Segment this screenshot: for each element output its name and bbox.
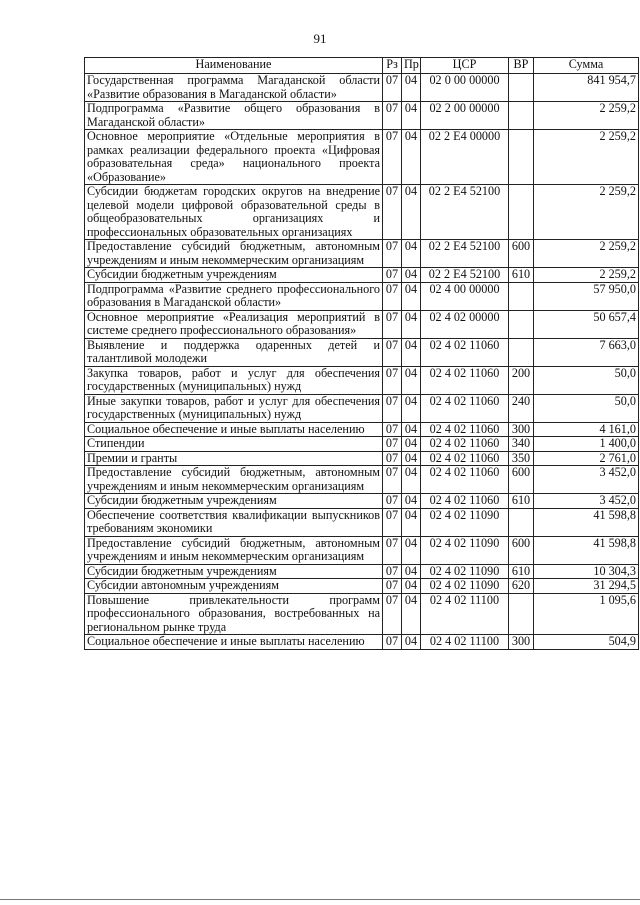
cell-csr: 02 4 02 11060 [421, 437, 509, 452]
table-row [85, 185, 639, 240]
cell-name: Подпрограмма «Развитие общего образования в Магаданской области» [85, 102, 383, 130]
cell-sum: 504,9 [534, 635, 639, 650]
table-row [85, 593, 639, 635]
cell-name: Субсидии бюджетным учреждениям [85, 564, 383, 579]
cell-rz: 07 [383, 422, 402, 437]
cell-vr: 610 [509, 494, 534, 509]
cell-csr: 02 2 E4 00000 [421, 130, 509, 185]
table-row [85, 268, 639, 283]
cell-sum: 2 761,0 [534, 451, 639, 466]
header-vr: ВР [509, 58, 534, 74]
cell-rz: 07 [383, 536, 402, 564]
cell-vr [509, 508, 534, 536]
cell-rz: 07 [383, 102, 402, 130]
cell-sum: 41 598,8 [534, 508, 639, 536]
cell-csr: 02 2 00 00000 [421, 102, 509, 130]
cell-sum: 3 452,0 [534, 466, 639, 494]
cell-rz: 07 [383, 593, 402, 635]
cell-pr: 04 [402, 437, 421, 452]
budget-table [84, 57, 639, 650]
table-row [85, 130, 639, 185]
cell-name: Предоставление субсидий бюджетным, автономным учреждениям и иным некоммерческим организациям [85, 466, 383, 494]
cell-vr [509, 310, 534, 338]
cell-csr: 02 4 02 11090 [421, 508, 509, 536]
cell-vr: 610 [509, 268, 534, 283]
table-row [85, 494, 639, 509]
cell-pr: 04 [402, 593, 421, 635]
table-row [85, 466, 639, 494]
cell-csr: 02 4 02 00000 [421, 310, 509, 338]
cell-sum: 4 161,0 [534, 422, 639, 437]
cell-csr: 02 2 E4 52100 [421, 240, 509, 268]
cell-csr: 02 4 02 11060 [421, 422, 509, 437]
cell-rz: 07 [383, 310, 402, 338]
cell-sum: 10 304,3 [534, 564, 639, 579]
cell-pr: 04 [402, 282, 421, 310]
cell-sum: 841 954,7 [534, 74, 639, 102]
cell-vr [509, 593, 534, 635]
table-row [85, 564, 639, 579]
cell-pr: 04 [402, 185, 421, 240]
cell-csr: 02 2 E4 52100 [421, 268, 509, 283]
cell-sum: 41 598,8 [534, 536, 639, 564]
cell-csr: 02 4 02 11060 [421, 494, 509, 509]
table-body [85, 74, 639, 650]
page-number: 91 [313, 31, 327, 46]
cell-name: Основное мероприятие «Отдельные мероприятия в рамках реализации федерального проекта «Цифровая образовательная среда» национального проекта «Образование» [85, 130, 383, 185]
cell-name: Предоставление субсидий бюджетным, автономным учреждениям и иным некоммерческим организациям [85, 536, 383, 564]
table-header [85, 58, 639, 74]
cell-pr: 04 [402, 74, 421, 102]
cell-csr: 02 4 02 11100 [421, 593, 509, 635]
table-row [85, 310, 639, 338]
cell-name: Основное мероприятие «Реализация мероприятий в системе среднего профессионального образования» [85, 310, 383, 338]
cell-pr: 04 [402, 466, 421, 494]
header-csr: ЦСР [421, 58, 509, 74]
cell-sum: 57 950,0 [534, 282, 639, 310]
cell-pr: 04 [402, 508, 421, 536]
cell-pr: 04 [402, 564, 421, 579]
cell-name: Подпрограмма «Развитие среднего профессионального образования в Магаданской области» [85, 282, 383, 310]
cell-name: Иные закупки товаров, работ и услуг для обеспечения государственных (муниципальных) нужд [85, 394, 383, 422]
cell-sum: 2 259,2 [534, 268, 639, 283]
cell-pr: 04 [402, 536, 421, 564]
cell-name: Субсидии бюджетным учреждениям [85, 494, 383, 509]
cell-sum: 31 294,5 [534, 579, 639, 594]
cell-csr: 02 4 00 00000 [421, 282, 509, 310]
cell-pr: 04 [402, 338, 421, 366]
cell-csr: 02 4 02 11090 [421, 536, 509, 564]
cell-sum: 50 657,4 [534, 310, 639, 338]
cell-name: Субсидии бюджетам городских округов на внедрение целевой модели цифровой образовательной среды в общеобразовательных организациях и профессиональных образовательных организациях [85, 185, 383, 240]
cell-rz: 07 [383, 437, 402, 452]
cell-pr: 04 [402, 240, 421, 268]
cell-name: Субсидии бюджетным учреждениям [85, 268, 383, 283]
cell-pr: 04 [402, 310, 421, 338]
cell-sum: 7 663,0 [534, 338, 639, 366]
cell-rz: 07 [383, 508, 402, 536]
cell-name: Повышение привлекательности программ профессионального образования, востребованных на региональном рынке труда [85, 593, 383, 635]
cell-vr: 600 [509, 240, 534, 268]
cell-csr: 02 4 02 11090 [421, 579, 509, 594]
cell-vr [509, 338, 534, 366]
cell-rz: 07 [383, 635, 402, 650]
cell-name: Стипендии [85, 437, 383, 452]
cell-csr: 02 4 02 11060 [421, 338, 509, 366]
cell-vr: 300 [509, 422, 534, 437]
cell-sum: 1 095,6 [534, 593, 639, 635]
cell-vr: 300 [509, 635, 534, 650]
cell-name: Премии и гранты [85, 451, 383, 466]
table-row [85, 102, 639, 130]
cell-csr: 02 2 E4 52100 [421, 185, 509, 240]
cell-sum: 50,0 [534, 394, 639, 422]
cell-vr: 600 [509, 536, 534, 564]
scan-edge-line [0, 899, 640, 900]
cell-name: Предоставление субсидий бюджетным, автономным учреждениям и иным некоммерческим организациям [85, 240, 383, 268]
table-row [85, 579, 639, 594]
cell-csr: 02 4 02 11060 [421, 451, 509, 466]
cell-rz: 07 [383, 74, 402, 102]
cell-rz: 07 [383, 394, 402, 422]
cell-name: Социальное обеспечение и иные выплаты населению [85, 635, 383, 650]
cell-vr [509, 102, 534, 130]
cell-vr: 350 [509, 451, 534, 466]
table-row [85, 635, 639, 650]
cell-vr [509, 282, 534, 310]
cell-name: Обеспечение соответствия квалификации выпускников требованиям экономики [85, 508, 383, 536]
cell-pr: 04 [402, 268, 421, 283]
cell-pr: 04 [402, 102, 421, 130]
cell-pr: 04 [402, 366, 421, 394]
table-row [85, 240, 639, 268]
cell-sum: 2 259,2 [534, 130, 639, 185]
cell-csr: 02 4 02 11060 [421, 466, 509, 494]
cell-rz: 07 [383, 185, 402, 240]
cell-sum: 2 259,2 [534, 240, 639, 268]
cell-vr: 620 [509, 579, 534, 594]
cell-vr: 600 [509, 466, 534, 494]
cell-rz: 07 [383, 130, 402, 185]
cell-rz: 07 [383, 579, 402, 594]
header-sum: Сумма [534, 58, 639, 74]
cell-rz: 07 [383, 338, 402, 366]
table-row [85, 366, 639, 394]
cell-sum: 3 452,0 [534, 494, 639, 509]
cell-sum: 2 259,2 [534, 102, 639, 130]
cell-rz: 07 [383, 451, 402, 466]
header-pr: Пр [402, 58, 421, 74]
cell-vr: 240 [509, 394, 534, 422]
cell-rz: 07 [383, 494, 402, 509]
table-row [85, 394, 639, 422]
cell-pr: 04 [402, 422, 421, 437]
cell-rz: 07 [383, 282, 402, 310]
table-row [85, 437, 639, 452]
cell-pr: 04 [402, 635, 421, 650]
cell-csr: 02 4 02 11060 [421, 394, 509, 422]
header-rz: Рз [383, 58, 402, 74]
cell-sum: 1 400,0 [534, 437, 639, 452]
cell-csr: 02 4 02 11060 [421, 366, 509, 394]
cell-vr: 200 [509, 366, 534, 394]
cell-pr: 04 [402, 451, 421, 466]
cell-name: Государственная программа Магаданской области «Развитие образования в Магаданской области» [85, 74, 383, 102]
cell-name: Закупка товаров, работ и услуг для обеспечения государственных (муниципальных) нужд [85, 366, 383, 394]
cell-rz: 07 [383, 268, 402, 283]
cell-rz: 07 [383, 564, 402, 579]
cell-vr [509, 185, 534, 240]
table-row [85, 74, 639, 102]
cell-csr: 02 4 02 11090 [421, 564, 509, 579]
header-name: Наименование [85, 58, 383, 74]
table-row [85, 536, 639, 564]
cell-csr: 02 4 02 11100 [421, 635, 509, 650]
cell-rz: 07 [383, 240, 402, 268]
cell-rz: 07 [383, 366, 402, 394]
table-row [85, 282, 639, 310]
cell-pr: 04 [402, 130, 421, 185]
cell-rz: 07 [383, 466, 402, 494]
cell-csr: 02 0 00 00000 [421, 74, 509, 102]
cell-sum: 50,0 [534, 366, 639, 394]
cell-name: Выявление и поддержка одаренных детей и талантливой молодежи [85, 338, 383, 366]
cell-vr: 340 [509, 437, 534, 452]
cell-pr: 04 [402, 494, 421, 509]
cell-name: Социальное обеспечение и иные выплаты населению [85, 422, 383, 437]
cell-pr: 04 [402, 579, 421, 594]
table-row [85, 422, 639, 437]
cell-name: Субсидии автономным учреждениям [85, 579, 383, 594]
table-row [85, 338, 639, 366]
cell-vr: 610 [509, 564, 534, 579]
table-row [85, 508, 639, 536]
cell-pr: 04 [402, 394, 421, 422]
table-row [85, 451, 639, 466]
cell-vr [509, 74, 534, 102]
cell-vr [509, 130, 534, 185]
cell-sum: 2 259,2 [534, 185, 639, 240]
